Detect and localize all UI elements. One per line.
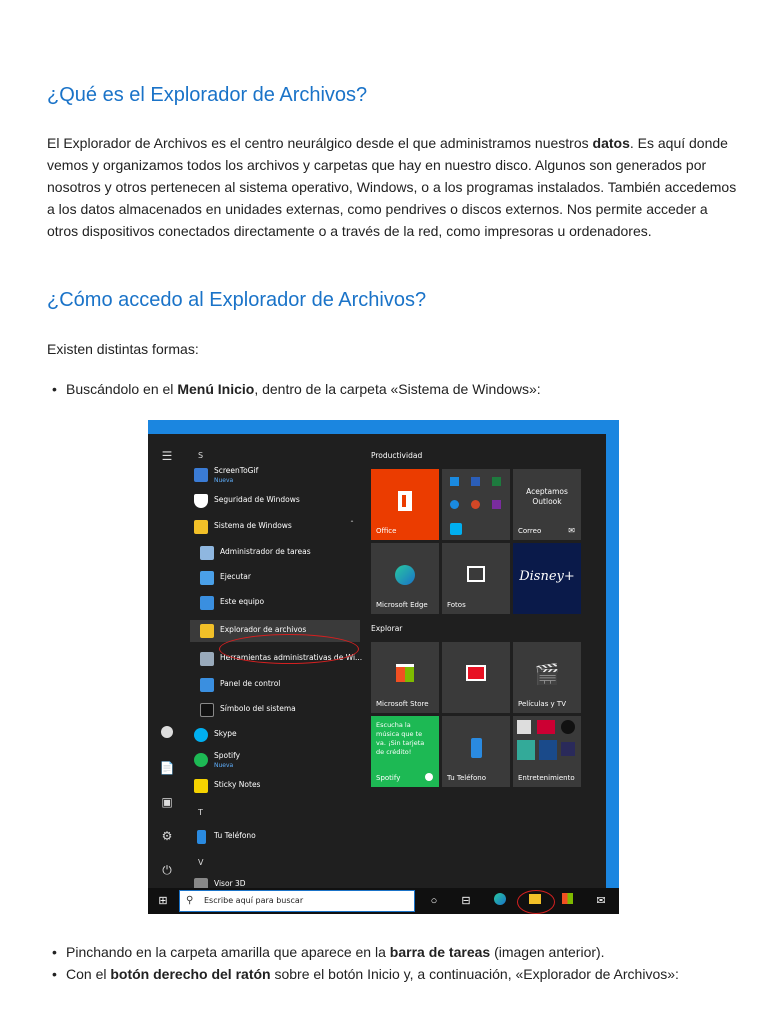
app-este-equipo[interactable]	[190, 592, 360, 614]
power-icon[interactable]: ⏻	[162, 863, 172, 877]
tile-label: Correo	[518, 527, 542, 535]
spotify-icon	[194, 753, 208, 767]
app-name: Tu Teléfono	[214, 831, 256, 840]
tile-label: Fotos	[447, 601, 466, 609]
file-explorer-folder-icon	[200, 624, 214, 638]
app-skype[interactable]	[190, 724, 360, 746]
app-name: Administrador de tareas	[220, 547, 311, 556]
intro-text-a: El Explorador de Archivos es el centro neurálgico desde el que administramos nuestros	[47, 135, 593, 151]
folder-icon	[194, 520, 208, 534]
app-badge-new: Nueva	[214, 477, 234, 484]
tile-label: Películas y TV	[518, 700, 566, 708]
group-productividad: Productividad	[371, 451, 423, 460]
solitaire-mini-icon	[537, 720, 555, 734]
correo-promo-line2: Outlook	[532, 497, 562, 506]
clapperboard-icon: 🎬	[534, 664, 560, 686]
app-name: Ejecutar	[220, 572, 251, 581]
task-view-icon[interactable]: ⊟	[461, 895, 471, 907]
highlight-ring-taskbar-explorer	[517, 890, 555, 914]
section-title-what-is: ¿Qué es el Explorador de Archivos?	[47, 84, 368, 106]
app-badge-new: Nueva	[214, 762, 234, 769]
group-explorar: Explorar	[371, 624, 403, 633]
bullet3-text-b: sobre el botón Inicio y, a continuación, «Explorador de Archivos»:	[270, 966, 679, 982]
tile-microsoft-store[interactable]	[371, 642, 439, 713]
bullet2-bold: barra de tareas	[389, 944, 491, 960]
folder-sistema-windows[interactable]	[190, 516, 360, 538]
bullet2-text-b: (imagen anterior).	[490, 944, 605, 960]
tile-office-apps-folder[interactable]	[442, 469, 510, 540]
news-icon	[442, 664, 510, 686]
correo-promo-line1: Aceptamos	[526, 487, 568, 496]
control-panel-icon	[200, 678, 214, 692]
shield-icon	[194, 494, 208, 508]
bullet2-text-a: Pinchando en la carpeta amarilla que aparece en la	[66, 944, 390, 960]
tile-tu-telefono[interactable]	[442, 716, 510, 787]
phone-icon	[197, 830, 206, 844]
app-ejecutar[interactable]	[190, 567, 360, 589]
word-mini-icon	[471, 477, 480, 486]
tile-area	[360, 434, 606, 888]
letter-t[interactable]: T	[198, 808, 203, 817]
intro-bold-datos: datos	[592, 135, 630, 151]
powerpoint-mini-icon	[471, 500, 480, 509]
edge-taskbar-icon[interactable]	[492, 893, 508, 909]
settings-gear-icon[interactable]: ⚙	[161, 829, 173, 843]
highlight-ring-explorer	[219, 634, 359, 664]
tile-label: Tu Teléfono	[447, 774, 486, 782]
edge-icon	[371, 565, 439, 590]
tile-spotify[interactable]	[371, 716, 439, 787]
store-taskbar-icon[interactable]	[559, 893, 575, 909]
tile-label: Microsoft Store	[376, 700, 429, 708]
search-icon: ⚲	[186, 895, 194, 906]
taskbar-search-box[interactable]	[179, 890, 415, 912]
outlook-mini-icon	[450, 477, 459, 486]
app-name: Sticky Notes	[214, 780, 261, 789]
game-mini-icon	[517, 740, 535, 760]
task-manager-icon	[200, 546, 214, 560]
tile-label: Spotify	[376, 774, 401, 782]
office-icon	[371, 491, 439, 516]
search-placeholder: Escribe aquí para buscar	[204, 896, 304, 905]
tile-label: Office	[376, 527, 397, 535]
intro-paragraph	[47, 132, 737, 242]
bullet-taskbar	[66, 944, 605, 960]
tile-label: Microsoft Edge	[376, 601, 428, 609]
section-title-how-access: ¿Cómo accedo al Explorador de Archivos?	[47, 289, 427, 311]
bullet3-text-a: Con el	[66, 966, 111, 982]
windows-start-icon[interactable]: ⊞	[158, 895, 168, 907]
bullet1-text-b: , dentro de la carpeta «Sistema de Windows»:	[254, 381, 541, 397]
app-name: Spotify	[214, 751, 241, 760]
tile-fotos[interactable]	[442, 543, 510, 614]
documents-icon[interactable]: 📄	[159, 761, 175, 775]
chevron-up-icon: ˆ	[350, 520, 354, 529]
bullet-start-menu	[66, 381, 541, 397]
skype-icon	[194, 728, 208, 742]
skype-mini-icon	[450, 523, 462, 535]
app-name: Sistema de Windows	[214, 521, 292, 530]
tile-news[interactable]	[442, 642, 510, 713]
letter-s[interactable]: S	[198, 451, 204, 460]
app-name: ScreenToGif	[214, 466, 259, 475]
pictures-icon[interactable]: ▣	[161, 795, 173, 809]
intro-text-b: . Es aquí donde vemos y organizamos todos los archivos y carpetas que hay en nuestro disco. Algunos son generados por nosotros y otros pertenecen al sistema operativo, Windows, o a los programas instalados. También accedemos a los datos almacenados en unidades externas, como pendrives o discos externos. Nos permite acceder a otros dispositivos conectados directamente o a través de la red, como impresoras u ordenadores.	[47, 135, 737, 239]
disney-plus-logo: Disney+	[519, 569, 575, 584]
bullet-right-click	[66, 966, 679, 982]
start-rail	[148, 434, 186, 888]
user-avatar-icon[interactable]	[159, 726, 175, 742]
spotify-promo-text: Escucha la música que te va. ¡Sin tarjeta de crédito!	[376, 721, 425, 756]
run-icon	[200, 571, 214, 585]
tile-entretenimiento[interactable]	[513, 716, 581, 787]
photoshop-mini-icon	[561, 742, 575, 756]
photos-icon	[442, 565, 510, 587]
start-menu-screenshot	[148, 420, 619, 914]
taskbar	[148, 888, 619, 914]
spotify-logo-icon	[425, 773, 433, 781]
tile-label: Entretenimiento	[518, 774, 575, 782]
tile-office[interactable]	[371, 469, 439, 540]
store-bag-icon	[371, 664, 439, 687]
app-name: Skype	[214, 729, 237, 738]
tile-edge[interactable]	[371, 543, 439, 614]
bullet1-text-a: Buscándolo en el	[66, 381, 178, 397]
prime-video-mini-icon	[539, 740, 557, 760]
app-sticky-notes[interactable]	[190, 775, 360, 797]
app-name: Visor 3D	[214, 879, 246, 888]
app-simbolo-sistema[interactable]	[190, 699, 360, 721]
app-name: Herramientas administrativas de Wi...	[220, 653, 363, 662]
hamburger-icon[interactable]: ☰	[161, 449, 173, 463]
tile-peliculas-tv[interactable]	[513, 642, 581, 713]
app-administrador-tareas[interactable]	[190, 542, 360, 564]
app-screentogif[interactable]	[190, 464, 360, 486]
app-name: Panel de control	[220, 679, 281, 688]
mail-icon: ✉	[568, 526, 575, 535]
app-list	[186, 434, 363, 888]
app-seguridad-windows[interactable]	[190, 490, 360, 512]
bullet3-bold: botón derecho del ratón	[110, 966, 271, 982]
sticky-notes-icon	[194, 779, 208, 793]
admin-tools-icon	[200, 652, 214, 666]
command-prompt-icon	[200, 703, 214, 717]
app-tu-telefono[interactable]	[190, 826, 360, 848]
excel-mini-icon	[492, 477, 501, 486]
onedrive-mini-icon	[450, 500, 459, 509]
bullet1-bold: Menú Inicio	[177, 381, 255, 397]
letter-v[interactable]: V	[198, 858, 204, 867]
tile-disney-plus[interactable]	[513, 543, 581, 614]
tile-correo[interactable]	[513, 469, 581, 540]
app-name: Explorador de archivos	[220, 625, 307, 634]
app-name: Seguridad de Windows	[214, 495, 300, 504]
ways-intro: Existen distintas formas:	[47, 341, 199, 357]
onenote-mini-icon	[492, 500, 501, 509]
computer-icon	[200, 596, 214, 610]
mail-taskbar-icon[interactable]: ✉	[596, 895, 606, 907]
phone-tile-icon	[442, 738, 510, 763]
app-name: Símbolo del sistema	[220, 704, 296, 713]
app-spotify[interactable]	[190, 749, 360, 771]
start-menu	[148, 434, 606, 888]
screentogif-icon	[194, 468, 208, 482]
cortana-circle-icon[interactable]: ○	[430, 895, 438, 907]
tiktok-mini-icon	[561, 720, 575, 734]
app-name: Este equipo	[220, 597, 265, 606]
roblox-mini-icon	[517, 720, 531, 734]
app-panel-control[interactable]	[190, 674, 360, 696]
